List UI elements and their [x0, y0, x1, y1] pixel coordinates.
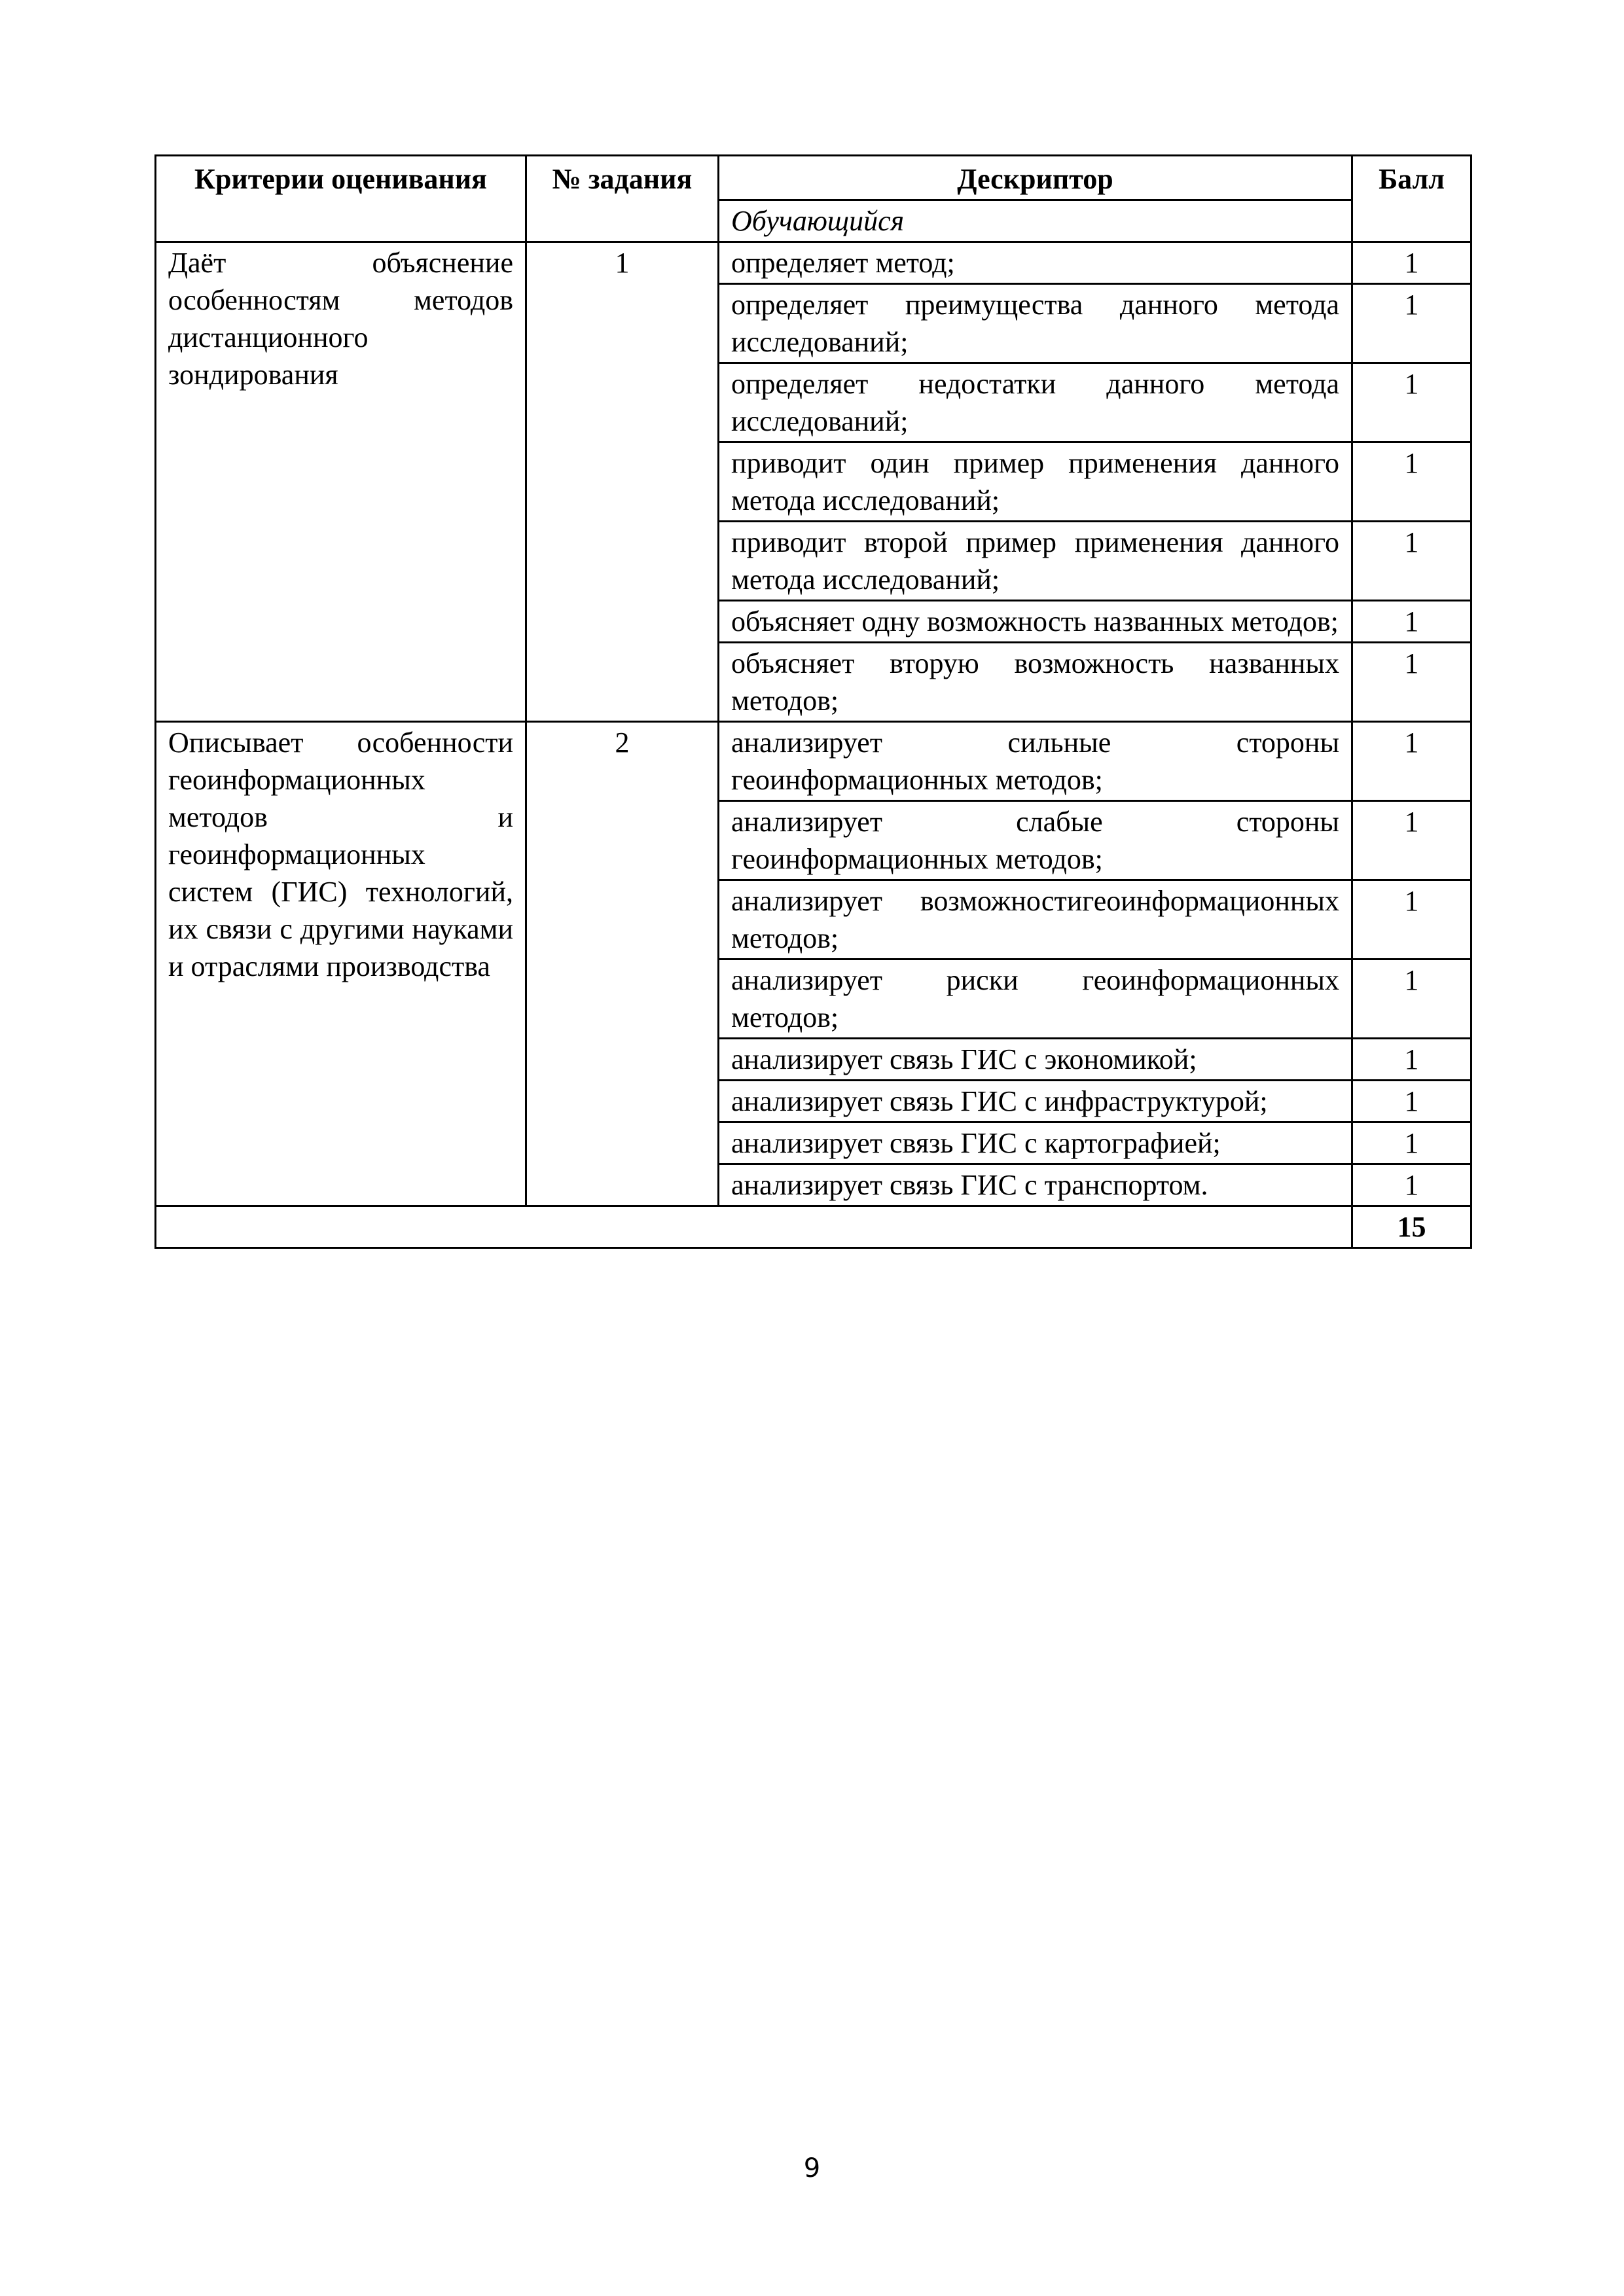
score-cell: 1 [1352, 1164, 1471, 1206]
score-cell: 1 [1352, 1081, 1471, 1122]
descriptor-cell: объясняет вторую возможность названных методов; [719, 643, 1352, 722]
score-cell: 1 [1352, 363, 1471, 442]
descriptor-cell: определяет недостатки данного метода исследований; [719, 363, 1352, 442]
total-row [156, 1206, 1471, 1248]
descriptor-cell: анализирует возможностигеоинформационных методов; [719, 880, 1352, 960]
score-cell: 1 [1352, 801, 1471, 880]
table-row [156, 722, 1471, 801]
score-cell: 1 [1352, 242, 1471, 284]
page-number: 9 [803, 2153, 821, 2183]
score-cell: 1 [1352, 960, 1471, 1039]
score-cell: 1 [1352, 722, 1471, 801]
descriptor-cell: приводит второй пример применения данного метода исследований; [719, 522, 1352, 601]
subheader-student: Обучающийся [719, 200, 1352, 242]
descriptor-cell: анализирует связь ГИС с инфраструктурой; [719, 1081, 1352, 1122]
total-score: 15 [1352, 1206, 1471, 1248]
descriptor-cell: анализирует связь ГИС с транспортом. [719, 1164, 1352, 1206]
task-number-cell: 2 [526, 722, 719, 1206]
descriptor-cell: анализирует связь ГИС с картографией; [719, 1122, 1352, 1164]
header-task-number: № задания [526, 156, 719, 242]
total-label-cell [156, 1206, 1352, 1248]
header-row [156, 156, 1471, 200]
descriptor-cell: определяет метод; [719, 242, 1352, 284]
score-cell: 1 [1352, 601, 1471, 643]
header-descriptor: Дескриптор [719, 156, 1352, 200]
descriptor-cell: анализирует риски геоинформационных методов; [719, 960, 1352, 1039]
table-row [156, 242, 1471, 284]
score-cell: 1 [1352, 1039, 1471, 1081]
header-score: Балл [1352, 156, 1471, 242]
descriptor-cell: анализирует сильные стороны геоинформационных методов; [719, 722, 1352, 801]
score-cell: 1 [1352, 442, 1471, 522]
criteria-cell: Описывает особенности геоинформационных методов и геоинформационных систем (ГИС) технологий, их связи с другими науками и отраслями производства [156, 722, 526, 1206]
descriptor-cell: анализирует связь ГИС с экономикой; [719, 1039, 1352, 1081]
score-cell: 1 [1352, 522, 1471, 601]
rubric-body [156, 156, 1471, 1248]
score-cell: 1 [1352, 1122, 1471, 1164]
criteria-cell: Даёт объяснение особенностям методов дистанционного зондирования [156, 242, 526, 722]
descriptor-cell: приводит один пример применения данного метода исследований; [719, 442, 1352, 522]
score-cell: 1 [1352, 643, 1471, 722]
assessment-rubric-table [154, 154, 1472, 1249]
descriptor-cell: анализирует слабые стороны геоинформационных методов; [719, 801, 1352, 880]
score-cell: 1 [1352, 880, 1471, 960]
score-cell: 1 [1352, 284, 1471, 363]
task-number-cell: 1 [526, 242, 719, 722]
header-criteria: Критерии оценивания [156, 156, 526, 242]
descriptor-cell: определяет преимущества данного метода исследований; [719, 284, 1352, 363]
descriptor-cell: объясняет одну возможность названных методов; [719, 601, 1352, 643]
